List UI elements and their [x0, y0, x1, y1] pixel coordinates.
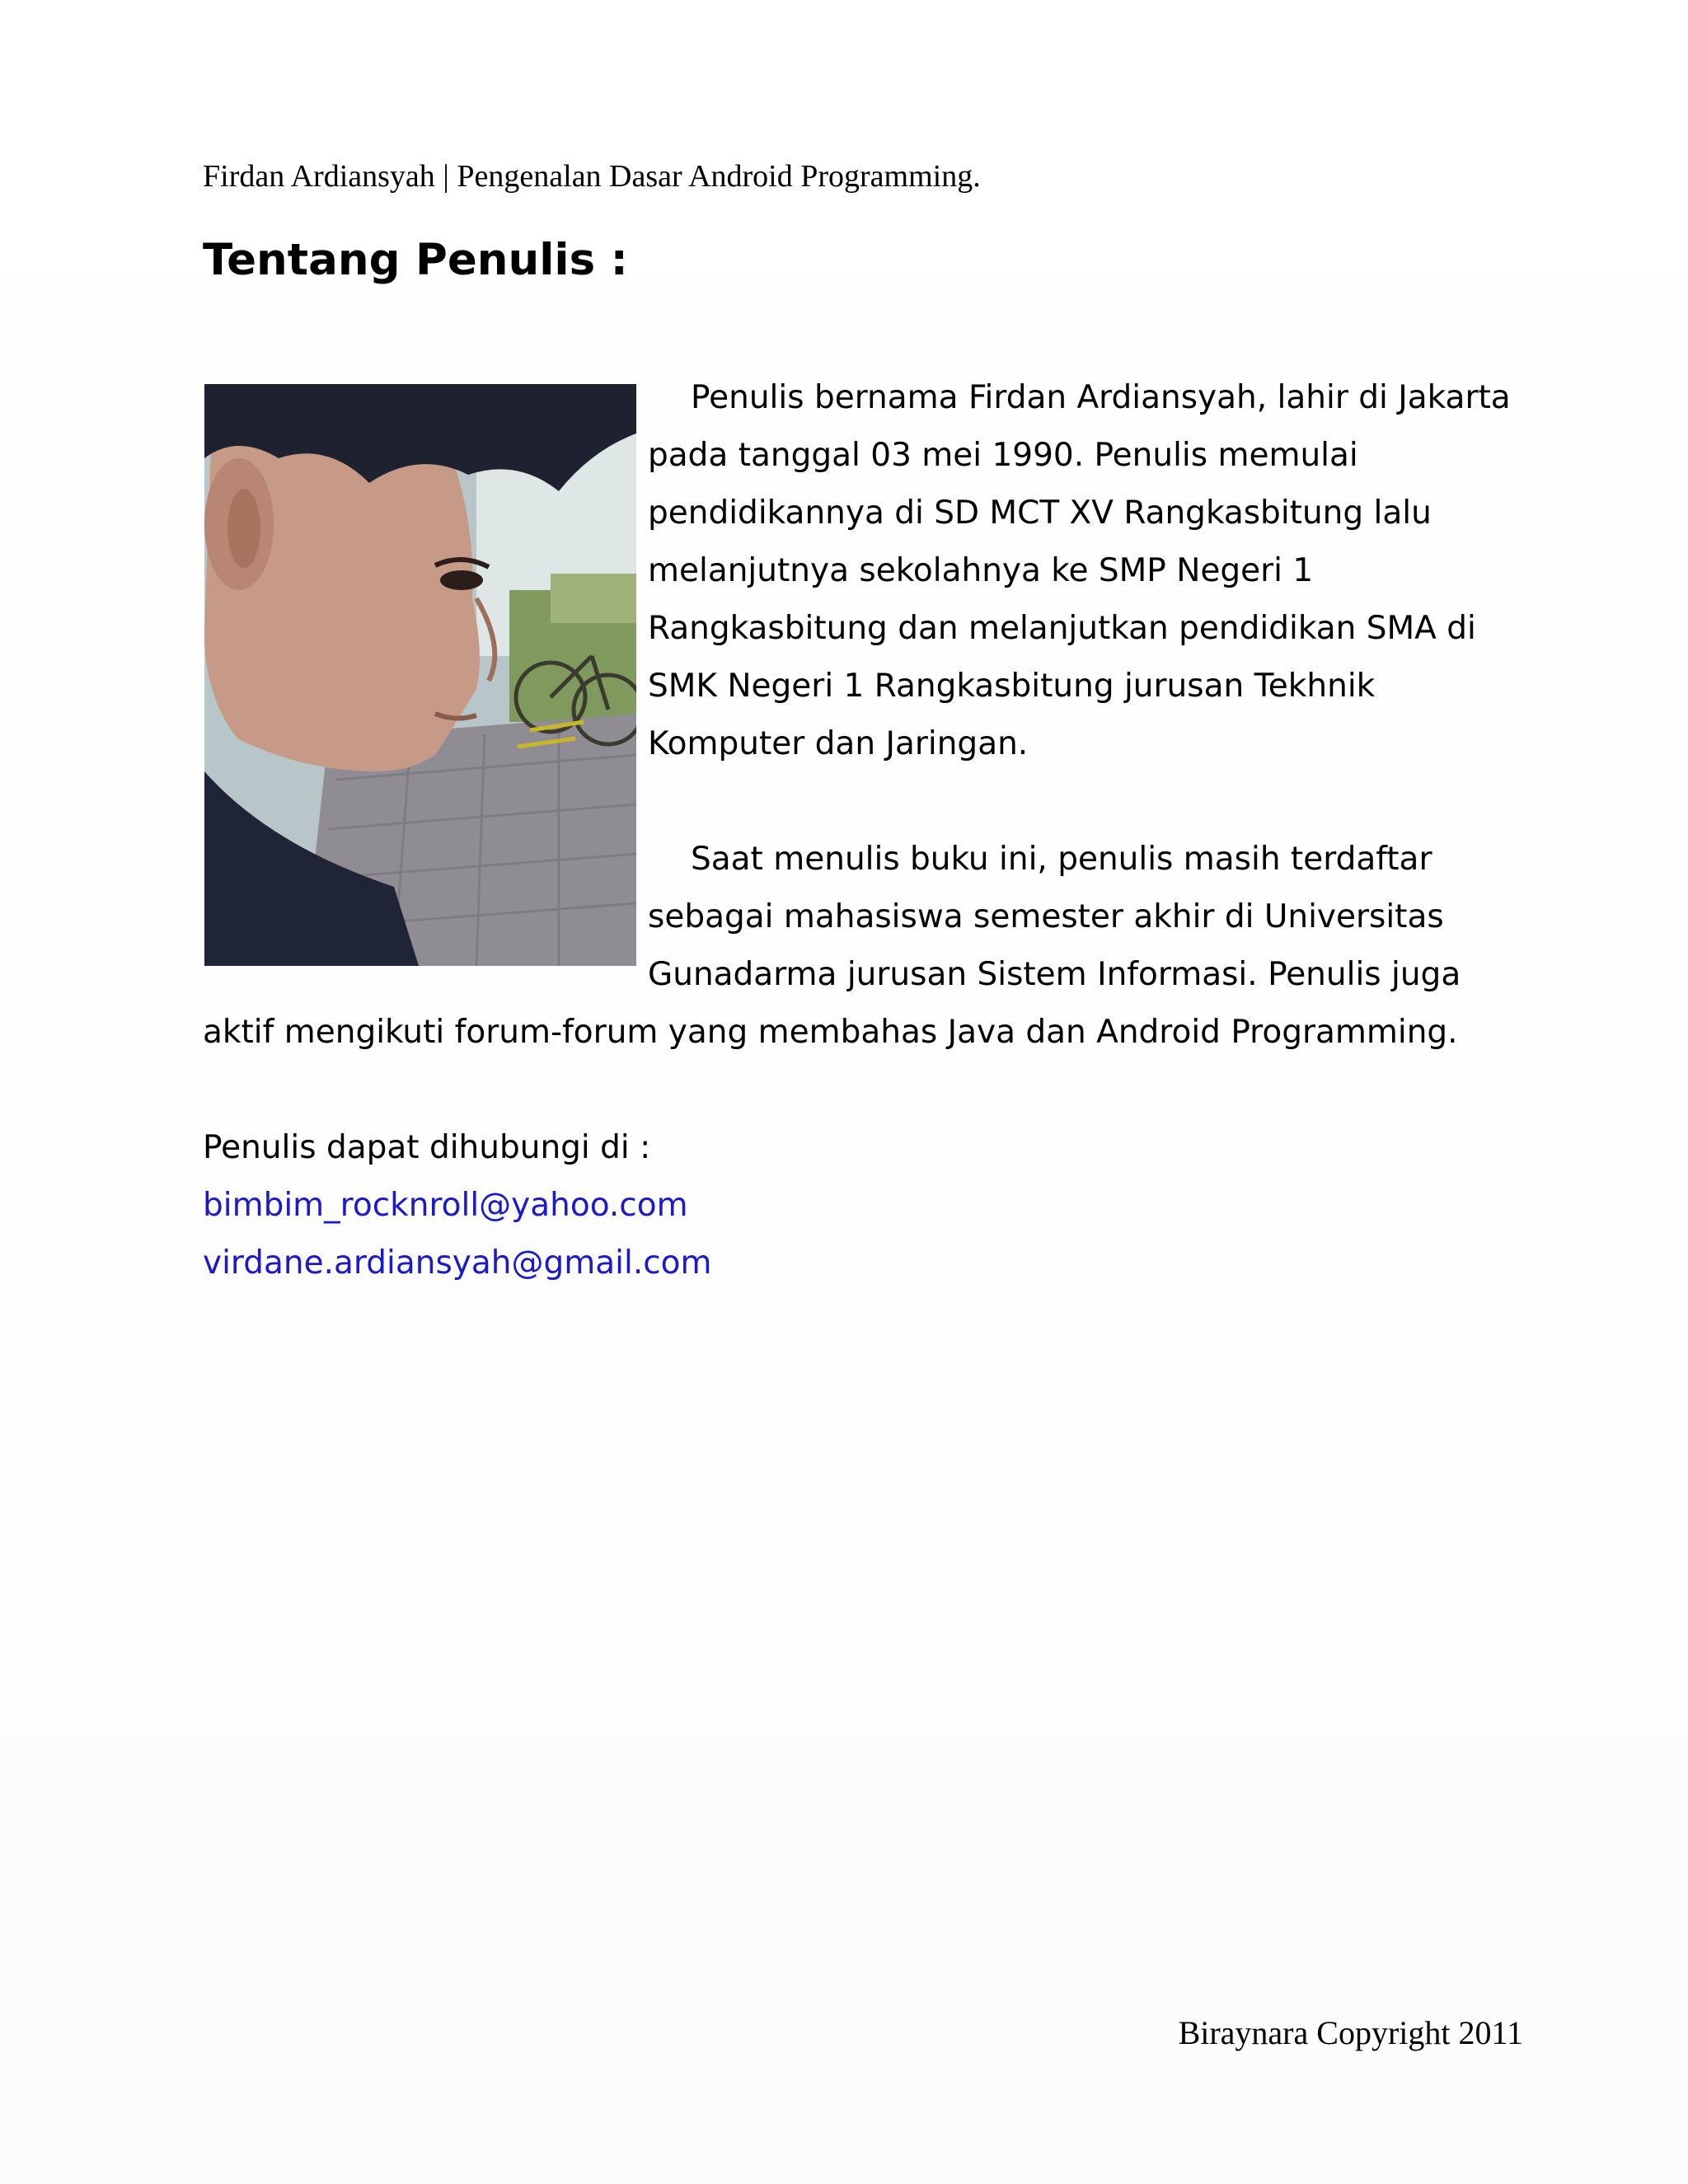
- bio-paragraph1-line: Komputer dan Jaringan.: [648, 725, 1029, 762]
- bio-paragraph1-line: pendidikannya di SD MCT XV Rangkasbitung lalu: [648, 494, 1432, 532]
- bio-paragraph1-line: SMK Negeri 1 Rangkasbitung jurusan Tekhnik: [648, 668, 1376, 705]
- bio-paragraph1-line: pada tanggal 03 mei 1990. Penulis memulai: [648, 437, 1358, 474]
- bio-paragraph1-line: melanjutnya sekolahnya ke SMP Negeri 1: [648, 552, 1314, 589]
- email-link-gmail[interactable]: virdane.ardiansyah@gmail.com: [203, 1244, 712, 1282]
- contact-label: Penulis dapat dihubungi di :: [203, 1129, 651, 1166]
- bio-paragraph1-line: Penulis bernama Firdan Ardiansyah, lahir di Jakarta: [691, 379, 1511, 416]
- bio-paragraph1-line: Rangkasbitung dan melanjutkan pendidikan SMA di: [648, 610, 1476, 647]
- bio-paragraph2-line: Saat menulis buku ini, penulis masih terdaftar: [691, 841, 1432, 878]
- running-header: Firdan Ardiansyah | Pengenalan Dasar Android Programming.: [203, 159, 981, 194]
- bio-paragraph2-line: aktif mengikuti forum-forum yang membahas Java dan Android Programming.: [203, 1014, 1458, 1051]
- bio-paragraph2-line: sebagai mahasiswa semester akhir di Universitas: [648, 898, 1444, 935]
- bio-paragraph2-line: Gunadarma jurusan Sistem Informasi. Penulis juga: [648, 956, 1461, 993]
- author-photo: [204, 384, 636, 966]
- email-link-yahoo[interactable]: bimbim_rocknroll@yahoo.com: [203, 1187, 688, 1224]
- page-footer: Biraynara Copyright 2011: [1178, 2014, 1523, 2051]
- section-title: Tentang Penulis :: [203, 235, 628, 285]
